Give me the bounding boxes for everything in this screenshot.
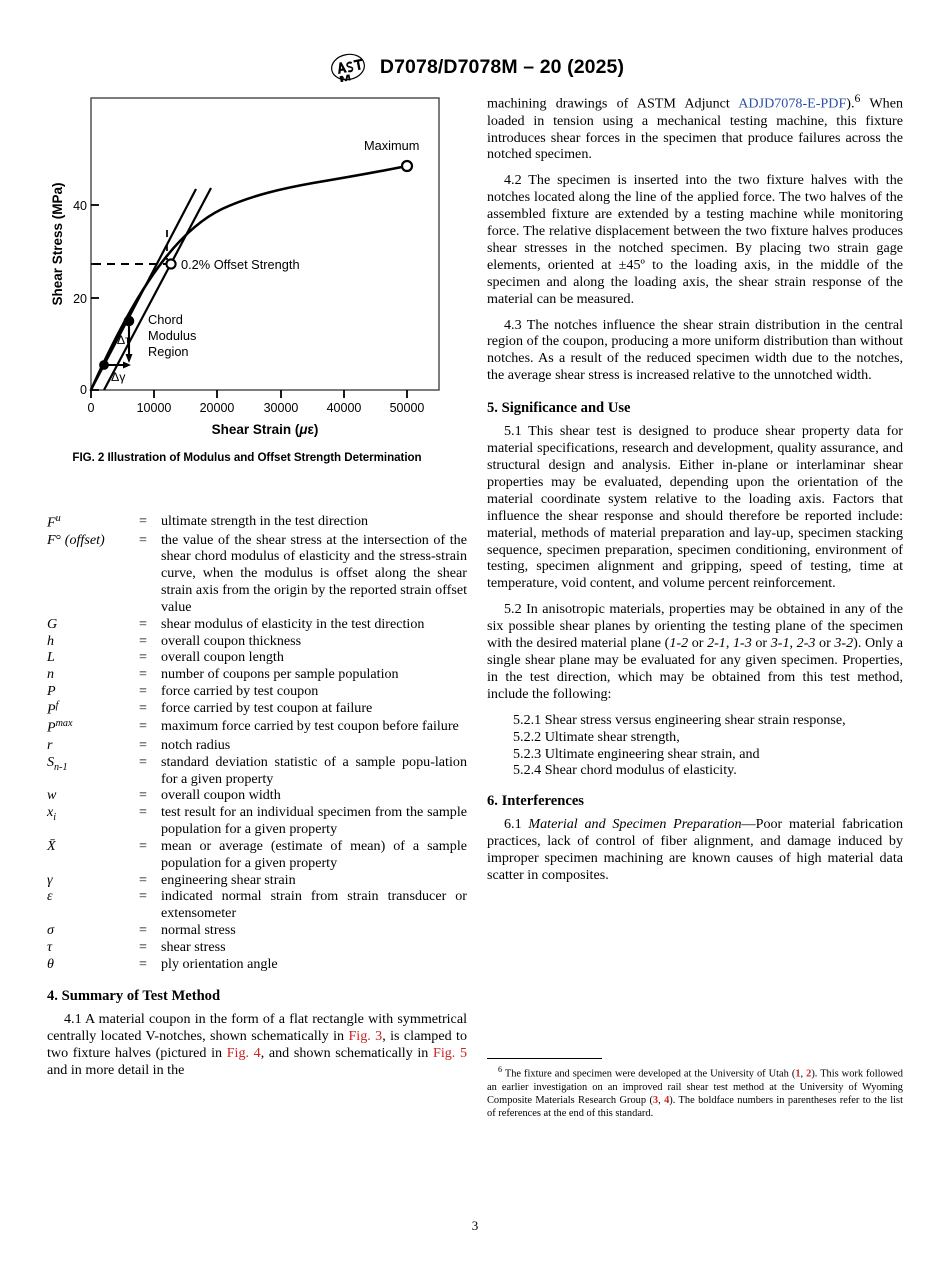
svg-text:20000: 20000 <box>199 401 235 415</box>
nomenclature-definition: standard deviation statistic of a sample popu-lation for a given property <box>161 753 467 787</box>
y-axis-title: Shear Stress (MPa) <box>50 182 65 306</box>
nomenclature-symbol: w <box>47 787 57 804</box>
section-4-heading: 4. Summary of Test Method <box>47 988 221 1005</box>
svg-text:0: 0 <box>80 383 87 397</box>
nomenclature-symbol: r <box>47 736 53 753</box>
svg-text:40: 40 <box>73 199 87 213</box>
nomenclature-definition: notch radius <box>161 736 231 753</box>
nomenclature-list <box>47 513 467 972</box>
nomenclature-row <box>47 718 467 737</box>
nomenclature-definition: ultimate strength in the test direction <box>161 513 369 530</box>
x-axis-title: Shear Strain (με) <box>211 422 319 437</box>
page-number: 3 <box>471 1218 479 1233</box>
paragraph-5-2-3: 5.2.3 Ultimate engineering shear strain, and <box>513 745 760 762</box>
paragraph-5-1: 5.1 This shear test is designed to produce shear property data for material specifications, research and development, quality assurance, and structural design and analysis. Either in-plane or interlaminar shear properties may be evaluated, depending upon the orientation of the material coordinate system relative to the loading axis. Factors that influence the shear response and should therefore be reported include: material, methods of material preparation and lay-up, specimen stacking sequence, specimen preparation, specimen conditioning, environment of testing, specimen alignment and gripping, speed of testing, time at temperature, void content, and volume percent reinforcement. <box>487 423 903 592</box>
nomenclature-row <box>47 838 467 872</box>
astm-logo <box>326 52 370 82</box>
nomenclature-definition: overall coupon length <box>161 649 284 666</box>
nomenclature-symbol: $F^u$ <box>47 513 61 531</box>
nomenclature-definition: test result for an individual specimen from the sample population for a given property <box>161 804 467 838</box>
right-column <box>487 92 903 893</box>
nomenclature-equals: = <box>139 649 147 666</box>
figure-caption: FIG. 2 Illustration of Modulus and Offset Strength Determination <box>72 451 422 464</box>
svg-text:20: 20 <box>73 292 87 306</box>
svg-text:Chord: Chord <box>148 312 183 327</box>
nomenclature-symbol: τ <box>47 938 53 955</box>
nomenclature-table <box>47 513 467 972</box>
x-axis-ticks <box>91 390 407 398</box>
svg-text:30000: 30000 <box>263 401 299 415</box>
nomenclature-symbol: L <box>47 649 55 666</box>
nomenclature-symbol: n <box>47 666 55 683</box>
paragraph-4-1-continued: machining drawings of ASTM Adjunct ADJD7078-E-PDF).$^6$ When loaded in tension using a mechanical testing machine, this fixture introduces shear forces in the specimen that produce failures across the notched specimen. <box>487 92 904 163</box>
svg-text:Modulus: Modulus <box>148 328 197 343</box>
nomenclature-symbol: h <box>47 632 55 649</box>
nomenclature-symbol: ε <box>47 888 53 905</box>
nomenclature-definition: the value of the shear stress at the intersection of the shear chord modulus of elasticity and the stress-strain curve, when the modulus is offset along the shear strain axis from the origin by the reported strain offset value <box>161 531 467 615</box>
section-6-heading: 6. Interferences <box>487 793 584 810</box>
nomenclature-row <box>47 754 467 788</box>
maximum-marker <box>402 161 412 171</box>
paragraph-5-2-1: 5.2.1 Shear stress versus engineering shear strain response, <box>513 711 846 728</box>
nomenclature-row <box>47 787 467 804</box>
nomenclature-row <box>47 513 467 532</box>
nomenclature-equals: = <box>139 513 147 530</box>
nomenclature-equals: = <box>139 615 147 632</box>
y-tick-labels <box>73 199 87 397</box>
nomenclature-definition: shear stress <box>161 938 226 955</box>
nomenclature-symbol: $P^{max}$ <box>47 718 73 737</box>
nomenclature-definition: force carried by test coupon at failure <box>161 699 373 716</box>
nomenclature-equals: = <box>139 699 147 716</box>
svg-text:10000: 10000 <box>136 401 172 415</box>
nomenclature-symbol: F° (offset) <box>47 531 105 548</box>
nomenclature-row <box>47 532 467 616</box>
nomenclature-equals: = <box>139 938 147 955</box>
nomenclature-definition: engineering shear strain <box>161 871 296 888</box>
nomenclature-row <box>47 633 467 650</box>
nomenclature-equals: = <box>139 804 147 821</box>
delta-gamma-label: Δγ <box>111 370 126 384</box>
figure-2 <box>47 92 447 465</box>
nomenclature-row <box>47 872 467 889</box>
paragraph-6-1: 6.1 Material and Specimen Preparation—Poor material fabrication practices, lack of control of fiber alignment, and damage induced by improper specimen machining are known causes of high material data scatter in composites. <box>487 816 903 884</box>
nomenclature-row <box>47 804 467 838</box>
maximum-label: Maximum <box>364 138 420 153</box>
chord-point-lower-marker <box>100 361 109 370</box>
nomenclature-symbol: σ <box>47 922 54 938</box>
nomenclature-equals: = <box>139 753 147 770</box>
nomenclature-row <box>47 649 467 666</box>
nomenclature-definition: overall coupon thickness <box>161 632 302 649</box>
nomenclature-row <box>47 616 467 633</box>
nomenclature-equals: = <box>139 871 147 888</box>
nomenclature-definition: overall coupon width <box>161 787 281 804</box>
nomenclature-row <box>47 737 467 754</box>
paragraph-5-2: 5.2 In anisotropic materials, properties may be obtained in any of the six possible shear planes by orienting the testing plane of the specimen with the desired material plane (1-2 or 2-1, 1-3 or 3-1, 2-3 or 3-2). Only a single shear plane may be evaluated for any given specimen. Properties, in the test direction, which may be obtained from this test method, include the following: <box>487 601 904 702</box>
paragraph-4-2: 4.2 The specimen is inserted into the two fixture halves with the notches located along the line of the applied force. The two halves of the assembled fixture are extended by a testing machine while monitoring force. The relative displacement between the two fixture halves produces shear stresses in the notched specimen. By placing two strain gage elements, oriented at ±45º to the loading axis, in the middle of the specimen and along the loading axis, the shear strain response of the material can be measured. <box>487 172 903 307</box>
page-header <box>0 52 950 82</box>
nomenclature-definition: force carried by test coupon <box>161 683 319 700</box>
paragraph-4-3: 4.3 The notches influence the shear strain distribution in the central region of the coupon, producing a more uniform distribution than without notches. As a result of the reduced specimen width due to the notches, the average shear stress is increased relative to the unnotched width. <box>487 316 903 384</box>
nomenclature-row <box>47 683 467 700</box>
nomenclature-definition: normal stress <box>161 922 236 938</box>
nomenclature-symbol: $x_i$ <box>47 804 57 824</box>
paragraph-5-2-4: 5.2.4 Shear chord modulus of elasticity. <box>513 762 737 779</box>
svg-text:0: 0 <box>87 401 95 415</box>
footnote-block <box>487 1058 903 1120</box>
offset-intersection-marker <box>166 259 175 268</box>
nomenclature-definition: shear modulus of elasticity in the test direction <box>161 615 425 632</box>
nomenclature-equals: = <box>139 955 147 972</box>
nomenclature-equals: = <box>139 718 147 735</box>
nomenclature-symbol: $P^f$ <box>47 699 59 718</box>
nomenclature-equals: = <box>139 683 147 700</box>
nomenclature-symbol: P <box>47 683 56 700</box>
x-tick-labels <box>88 401 425 415</box>
nomenclature-equals: = <box>139 632 147 649</box>
chord-point-upper-marker <box>124 316 134 326</box>
offset-strength-label: 0.2% Offset Strength <box>181 257 300 272</box>
nomenclature-symbol: γ <box>47 871 53 888</box>
document-title: D7078/D7078M – 20 (2025) <box>379 55 625 78</box>
svg-text:Region: Region <box>148 344 189 359</box>
footnote-rule <box>487 1058 602 1059</box>
nomenclature-row <box>47 700 467 719</box>
paragraph-5-2-2: 5.2.2 Ultimate shear strength, <box>513 728 680 745</box>
svg-text:50000: 50000 <box>389 401 425 415</box>
footnote-6: $^6$ The fixture and specimen were developed at the University of Utah (1, 2). This work followed an earlier investigation on an improved rail shear test method at the University of Wyoming Composite Materials Research Group (3, 4). The boldface numbers in parentheses refer to the list of references at the end of this standard. <box>487 1065 903 1119</box>
nomenclature-symbol: G <box>47 615 58 632</box>
nomenclature-definition: ply orientation angle <box>161 955 278 972</box>
nomenclature-equals: = <box>139 787 147 804</box>
nomenclature-row <box>47 939 467 956</box>
nomenclature-equals: = <box>139 736 147 753</box>
delta-tau-label: Δτ <box>116 333 130 347</box>
section-5-heading: 5. Significance and Use <box>487 400 631 417</box>
svg-text:40000: 40000 <box>326 401 362 415</box>
nomenclature-row <box>47 666 467 683</box>
shear-stress-strain-chart <box>47 92 447 437</box>
nomenclature-equals: = <box>139 922 147 938</box>
left-column <box>47 92 467 1088</box>
nomenclature-definition: mean or average (estimate of mean) of a sample population for a given property <box>161 837 467 871</box>
nomenclature-row <box>47 888 467 922</box>
nomenclature-symbol: θ <box>47 955 54 972</box>
nomenclature-equals: = <box>139 837 147 854</box>
nomenclature-definition: indicated normal strain from strain transducer or extensometer <box>161 888 467 922</box>
nomenclature-symbol: X̄ <box>47 837 56 854</box>
nomenclature-equals: = <box>139 531 147 548</box>
nomenclature-equals: = <box>139 888 147 905</box>
nomenclature-row <box>47 956 467 973</box>
nomenclature-definition: maximum force carried by test coupon before failure <box>161 718 459 735</box>
nomenclature-row <box>47 922 467 939</box>
nomenclature-definition: number of coupons per sample population <box>161 666 399 683</box>
nomenclature-equals: = <box>139 666 147 683</box>
paragraph-4-1: 4.1 A material coupon in the form of a flat rectangle with symmetrical centrally located V-notches, shown schematically in Fig. 3, is clamped to two fixture halves (pictured in Fig. 4, and shown schematically in Fig. 5 and in more detail in the <box>47 1011 467 1079</box>
nomenclature-symbol: $S_{n-1}$ <box>47 753 68 773</box>
